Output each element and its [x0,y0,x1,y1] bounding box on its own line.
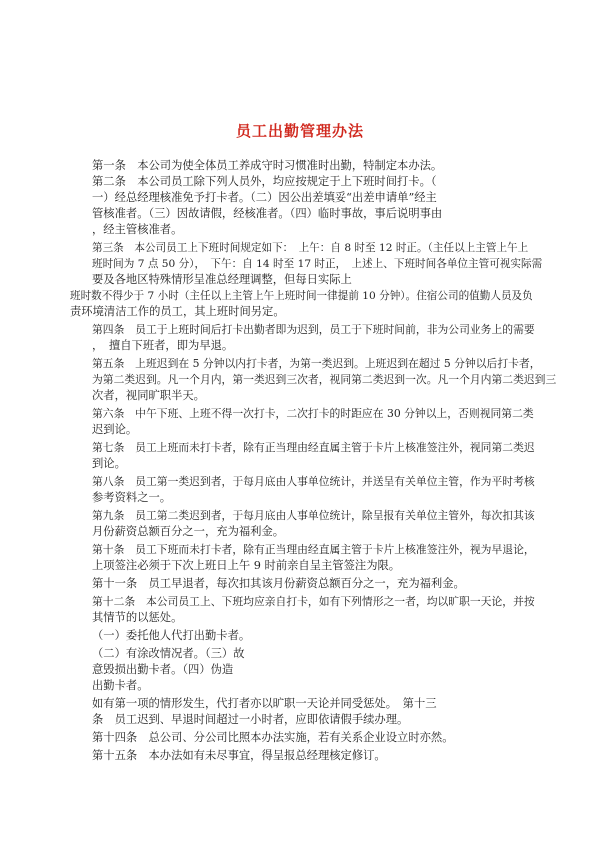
text-line: 班时间为 7 点 50 分）， 下午：自 14 时至 17 时正， 上述上、下班时间各单位主管可视实际需 [92,258,543,270]
text-line: 第二条 本公司员工除下列人员外，均应按规定于上下班时间打卡。（ [92,175,437,188]
text-line: 班时数不得少于 7 小时（主任以上主管上午上班时间一律提前 10 分钟）。住宿公司的值勤人员及负 [70,290,533,302]
text-line: 第一条 本公司为使全体员工养成守时习惯准时出勤，特制定本办法。 [92,159,443,172]
text-line: 第五条 上班迟到在 5 分钟以内打卡者，为第一类迟到。上班迟到在超过 5 分钟以后打卡者， [92,357,541,370]
text-line: 第十一条 员工早退者，每次扣其该月份薪资总额百分之一，充为福利金。 [92,577,465,590]
text-line: ， 擅自下班者，即为早退。 [92,339,234,352]
text-line: 其情节的以惩处。 [92,611,183,624]
text-line: 到论。 [92,457,126,470]
text-line: 意毁损出勤卡者。（四）伪造 [92,663,234,676]
text-line: 次者，视同旷职半天。 [92,389,205,402]
text-line: 要及各地区特殊情形呈准总经理调整，但每日实际上 [92,273,352,286]
text-line: 第九条 员工第二类迟到者，于每月底由人事单位统计，除呈报有关单位主管外，每次扣其该 [92,509,535,522]
text-line: 第六条 中午下班、上班不得一次打卡，二次打卡的时距应在 30 分钟以上，否则视同第二类 [92,407,534,420]
text-line: 出勤卡者。 [92,679,149,692]
text-line: 第七条 员工上班而未打卡者，除有正当理由经直属主管于卡片上核准签注外，视同第二类迟 [92,441,535,454]
text-line: 责环境清洁工作的员工，其上班时间另定。 [70,305,285,318]
text-line: 第十四条 总公司、分公司比照本办法实施，若有关系企业设立时亦然。 [92,731,454,744]
text-line: 第十五条 本办法如有未尽事宜，得呈报总经理核定修订。 [92,749,386,762]
text-line: 第四条 员工于上班时间后打卡出勤者即为迟到，员工于下班时间前，非为公司业务上的需要 [92,323,535,336]
text-line: 条 员工迟到、早退时间超过一小时者，应即依请假手续办理。 [92,713,409,726]
text-line: ，经主管核准者。 [92,223,183,236]
text-line: 管核准者。（三）因故请假，经核准者。（四）临时事故，事后说明事由 [92,207,443,220]
document-title: 员工出勤管理办法 [235,122,364,140]
text-line: 参考资料之一。 [92,491,172,504]
text-line: 如有第一项的情形发生，代打者亦以旷职一天论并同受惩处。 第十三 [92,697,437,710]
text-line: （一）委托他人代打出勤卡者。 [92,629,251,642]
text-line: 迟到论。 [92,423,138,436]
text-line: 第十条 员工下班而未打卡者，除有正当理由经直属主管于卡片上核准签注外，视为早退论， [92,543,535,556]
text-line: 第三条 本公司员工上下班时间规定如下： 上午：自 8 时至 12 时正。（主任以上主管上午上 [92,242,529,254]
text-line: 第八条 员工第一类迟到者，于每月底由人事单位统计，并送呈有关单位主管，作为平时考核 [92,475,535,488]
text-line: 为第二类迟到。凡一个月内，第一类迟到三次者，视同第二类迟到一次。凡一个月内第二类迟到三 [92,373,557,386]
text-line: 上项签注必须于下次上班日上午 9 时前亲自呈主管签注为限。 [92,559,401,572]
text-line: 一）经总经理核准免予打卡者。（二）因公出差填妥“出差申请单”经主 [92,191,437,204]
text-line: 第十二条 本公司员工上、下班均应亲自打卡，如有下列情形之一者，均以旷职一天论，并按 [92,595,535,608]
text-line: 月份薪资总额百分之一，充为福利金。 [92,525,285,538]
text-line: （二）有涂改情况者。（三）故 [92,647,245,660]
